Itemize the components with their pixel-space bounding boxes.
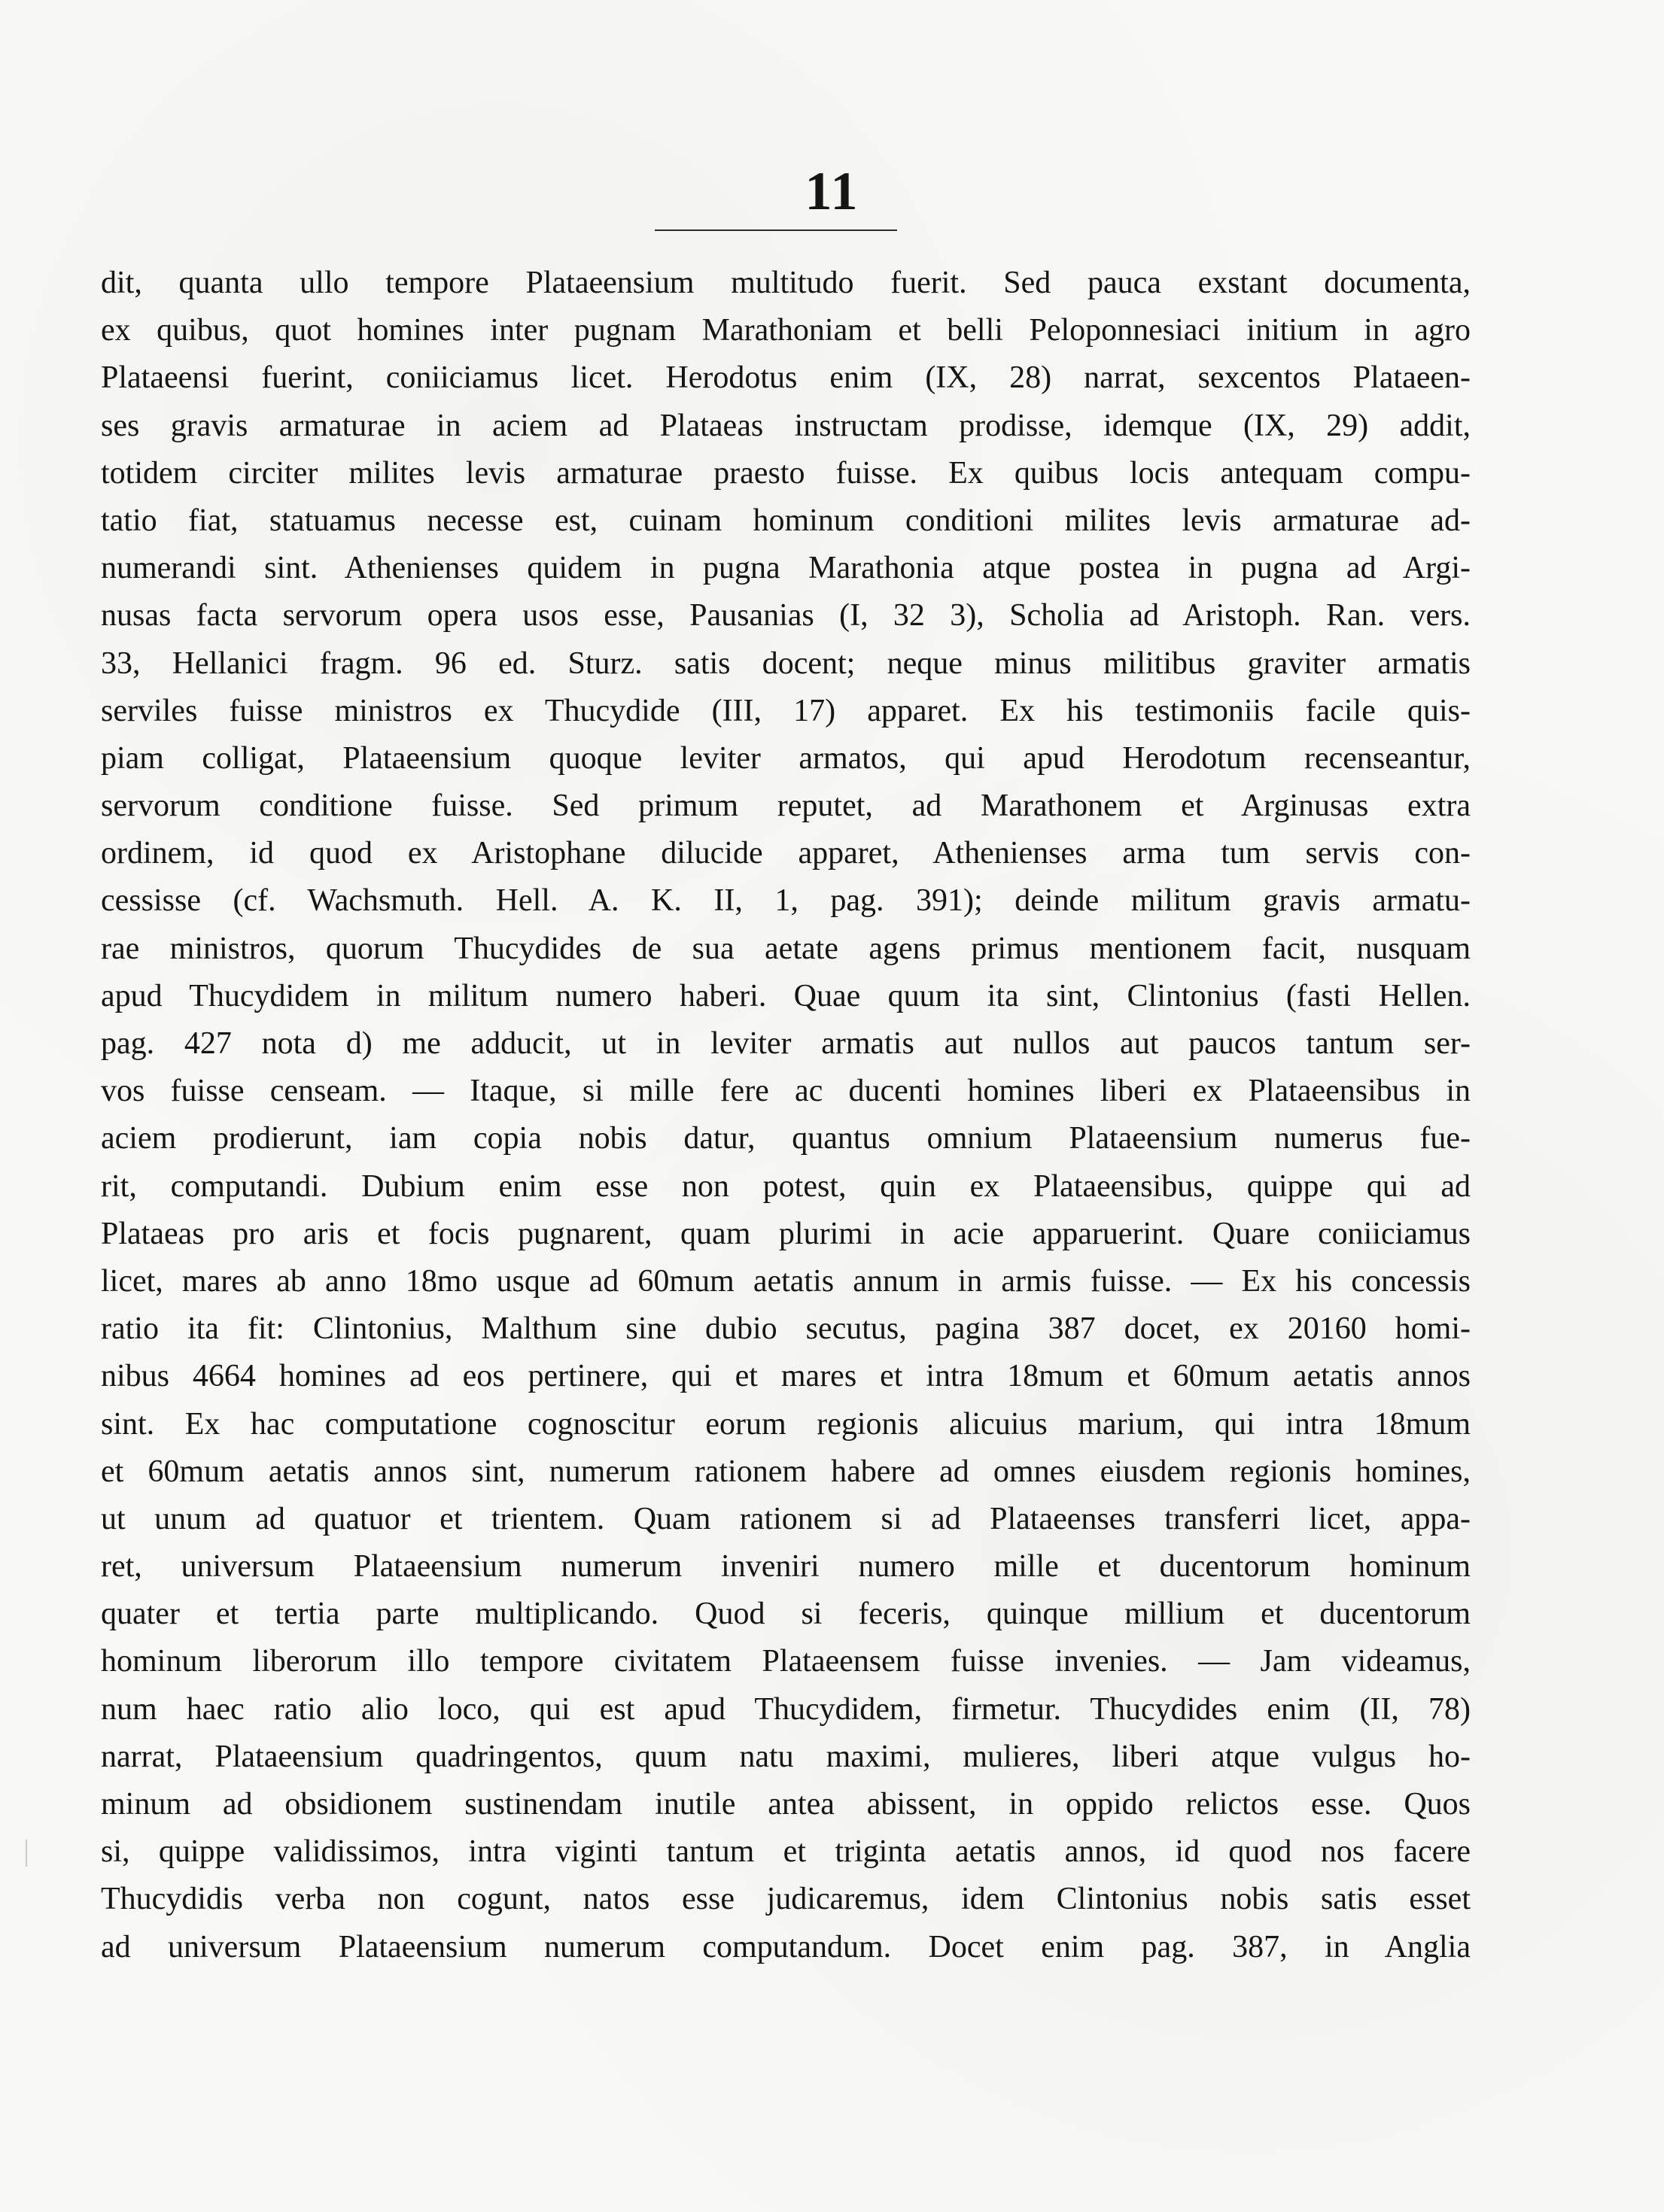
text-line: narrat, Plataeensium quadringentos, quum natu maximi, mulieres, liberi atque vulgus ho- — [101, 1739, 1471, 1774]
main-text — [101, 260, 1471, 1971]
text-line: ut unum ad quatuor et trientem. Quam rationem si ad Plataeenses transferri licet, appa- — [101, 1501, 1471, 1536]
text-line: Plataeas pro aris et focis pugnarent, quam plurimi in acie apparuerint. Quare coniiciamus — [101, 1216, 1471, 1251]
text-line: 33, Hellanici fragm. 96 ed. Sturz. satis docent; neque minus militibus graviter armatis — [101, 646, 1471, 681]
text-line: hominum liberorum illo tempore civitatem Plataeensem fuisse invenies. — Jam videamus, — [101, 1644, 1471, 1679]
text-line: dit, quanta ullo tempore Plataeensium multitudo fuerit. Sed pauca exstant documenta, — [101, 266, 1471, 300]
text-line: ret, universum Plataeensium numerum inveniri numero mille et ducentorum hominum — [101, 1549, 1471, 1585]
text-line: pag. 427 nota d) me adducit, ut in leviter armatis aut nullos aut paucos tantum ser- — [101, 1026, 1471, 1061]
text-line: ses gravis armaturae in aciem ad Plataeas instructam prodisse, idemque (IX, 29) addit, — [101, 408, 1471, 443]
page-number: 11 — [805, 161, 859, 221]
text-line: Thucydidis verba non cogunt, natos esse judicaremus, idem Clintonius nobis satis esset — [101, 1882, 1471, 1917]
text-line: rae ministros, quorum Thucydides de sua aetate agens primus mentionem facit, nusquam — [101, 931, 1471, 966]
text-line: ordinem, id quod ex Aristophane dilucide apparet, Athenienses arma tum servis con- — [101, 836, 1471, 871]
text-line: rit, computandi. Dubium enim esse non potest, quin ex Plataeensibus, quippe qui ad — [101, 1168, 1471, 1204]
text-line: quater et tertia parte multiplicando. Quod si feceris, quinque millium et ducentorum — [101, 1597, 1471, 1632]
text-line: tatio fiat, statuamus necesse est, cuinam hominum conditioni milites levis armaturae ad- — [101, 503, 1471, 538]
text-line: et 60mum aetatis annos sint, numerum rationem habere ad omnes eiusdem regionis homines, — [101, 1454, 1471, 1489]
text-line: numerandi sint. Athenienses quidem in pugna Marathonia atque postea in pugna ad Argi- — [101, 551, 1471, 586]
text-line: ad universum Plataeensium numerum computandum. Docet enim pag. 387, in Anglia — [101, 1929, 1471, 1964]
text-line: vos fuisse censeam. — Itaque, si mille fere ac ducenti homines liberi ex Plataeensibus in — [101, 1074, 1471, 1109]
text-line: Plataeensi fuerint, coniiciamus licet. Herodotus enim (IX, 28) narrat, sexcentos Plataeen- — [101, 360, 1471, 396]
margin-mark — [26, 1840, 33, 1867]
text-line: num haec ratio alio loco, qui est apud Thucydidem, firmetur. Thucydides enim (II, 78) — [101, 1691, 1471, 1727]
text-line: ratio ita fit: Clintonius, Malthum sine dubio secutus, pagina 387 docet, ex 20160 homi- — [101, 1311, 1471, 1347]
text-line: nusas facta servorum opera usos esse, Pausanias (I, 32 3), Scholia ad Aristoph. Ran. vers. — [101, 598, 1471, 634]
text-line: nibus 4664 homines ad eos pertinere, qui et mares et intra 18mum et 60mum aetatis annos — [101, 1359, 1471, 1394]
text-line: aciem prodierunt, iam copia nobis datur, quantus omnium Plataeensium numerus fue- — [101, 1121, 1471, 1156]
text-line: serviles fuisse ministros ex Thucydide (III, 17) apparet. Ex his testimoniis facile quis- — [101, 693, 1471, 728]
text-line: ex quibus, quot homines inter pugnam Marathoniam et belli Peloponnesiaci initium in agro — [101, 313, 1471, 348]
text-line: apud Thucydidem in militum numero haberi. Quae quum ita sint, Clintonius (fasti Hellen. — [101, 978, 1471, 1013]
text-line: cessisse (cf. Wachsmuth. Hell. A. K. II, 1, pag. 391); deinde militum gravis armatu- — [101, 883, 1471, 919]
text-line: si, quippe validissimos, intra viginti tantum et triginta aetatis annos, id quod nos facere — [101, 1834, 1471, 1870]
text-line: servorum conditione fuisse. Sed primum reputet, ad Marathonem et Arginusas extra — [101, 788, 1471, 824]
text-line: minum ad obsidionem sustinendam inutile antea abissent, in oppido relictos esse. Quos — [101, 1787, 1471, 1822]
header-rule — [655, 229, 897, 231]
text-line: licet, mares ab anno 18mo usque ad 60mum aetatis annum in armis fuisse. — Ex his concessis — [101, 1263, 1471, 1299]
text-line: piam colligat, Plataeensium quoque leviter armatos, qui apud Herodotum recenseantur, — [101, 740, 1471, 776]
text-line: totidem circiter milites levis armaturae praesto fuisse. Ex quibus locis antequam compu- — [101, 455, 1471, 491]
text-line: sint. Ex hac computatione cognoscitur eorum regionis alicuius marium, qui intra 18mum — [101, 1406, 1471, 1442]
